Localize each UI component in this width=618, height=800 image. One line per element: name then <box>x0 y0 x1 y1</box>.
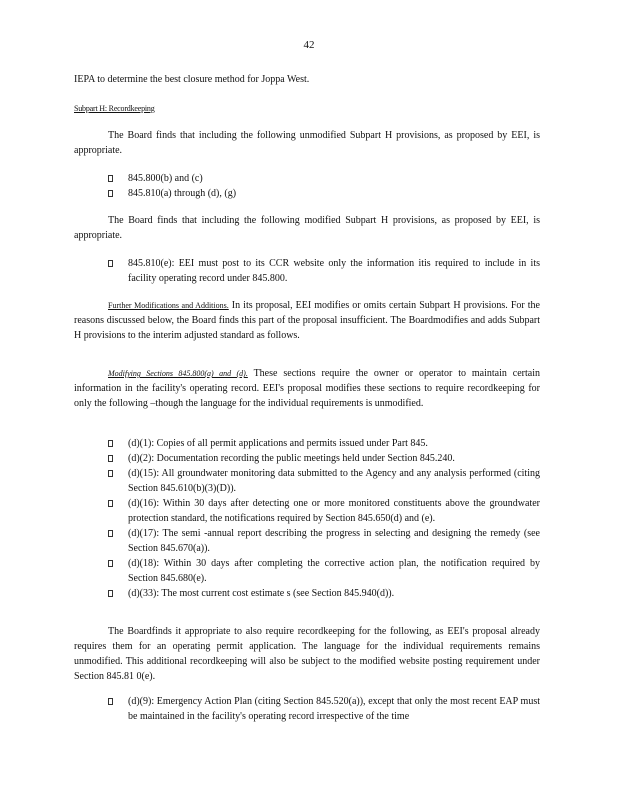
bullet-box-icon <box>108 175 113 182</box>
para-modified: The Board finds that including the following modified Subpart H provisions, as proposed by EEI, is appropriate. <box>74 215 540 241</box>
para-unmodified: The Board finds that including the following unmodified Subpart H provisions, as proposed by EEI, is appropriate. <box>74 130 540 156</box>
list-item: 845.810(a) through (d), (g) <box>108 186 540 201</box>
bullet-box-icon <box>108 590 113 597</box>
list-item: (d)(18): Within 30 days after completing the corrective action plan, the notification required by Section 845.680(e). <box>108 556 540 586</box>
modifying-text: These sections require the owner or operator to maintain certain information in the facility's operating record. EEI's proposal modifies these sections to require recordkeeping for only the following –though the language for the individual requirements is unmodified. <box>74 368 540 409</box>
page-number: 42 <box>303 39 315 51</box>
bullet-box-icon <box>108 500 113 507</box>
record-list <box>108 436 540 601</box>
subpart-heading: Subpart H: Recordkeeping <box>74 104 155 113</box>
bullet-box-icon <box>108 190 113 197</box>
list-item: 845.810(e): EEI must post to its CCR website only the information itis required to include in its facility operating record under 845.800. <box>108 256 540 286</box>
bullet-box-icon <box>108 455 113 462</box>
modified-list <box>108 256 540 286</box>
bullet-box-icon <box>108 698 113 705</box>
bullet-box-icon <box>108 470 113 477</box>
bullet-box-icon <box>108 530 113 537</box>
intro-line: IEPA to determine the best closure method for Joppa West. <box>74 74 310 85</box>
para-also: The Boardfinds it appropriate to also require recordkeeping for the following, as EEI's proposal already requires them for an operating permit application. The language for the individual requirements remains unmodified. This additional recordkeeping will also be subject to the modified website posting requirement under Section 845.81 0(e). <box>74 626 540 682</box>
para-further <box>74 298 540 343</box>
also-list <box>108 694 540 724</box>
para-modifying <box>74 366 540 411</box>
bullet-box-icon <box>108 260 113 267</box>
unmodified-list <box>108 171 540 201</box>
list-item: 845.800(b) and (c) <box>108 171 540 186</box>
list-item: (d)(2): Documentation recording the public meetings held under Section 845.240. <box>108 451 540 466</box>
modifying-heading: Modifying Sections 845.800(a) and (d). <box>108 369 248 378</box>
further-text: In its proposal, EEI modifies or omits certain Subpart H provisions. For the reasons discussed below, the Board finds this part of the proposal insufficient. The Boardmodifies and adds Subpart H provisions to the interim adjusted standard as follows. <box>74 300 540 341</box>
list-item: (d)(1): Copies of all permit applications and permits issued under Part 845. <box>108 436 540 451</box>
list-item: (d)(9): Emergency Action Plan (citing Section 845.520(a)), except that only the most recent EAP must be maintained in the facility's operating record irrespective of the time <box>108 694 540 724</box>
list-item: (d)(16): Within 30 days after detecting one or more monitored constituents above the groundwater protection standard, the notifications required by Section 845.650(d) and (e). <box>108 496 540 526</box>
list-item: (d)(15): All groundwater monitoring data submitted to the Agency and any analysis performed (citing Section 845.610(b)(3)(D)). <box>108 466 540 496</box>
further-heading: Further Modifications and Additions. <box>108 301 229 310</box>
list-item: (d)(17): The semi -annual report describing the progress in selecting and designing the remedy (see Section 845.670(a)). <box>108 526 540 556</box>
list-item: (d)(33): The most current cost estimate s (see Section 845.940(d)). <box>108 586 540 601</box>
bullet-box-icon <box>108 560 113 567</box>
bullet-box-icon <box>108 440 113 447</box>
